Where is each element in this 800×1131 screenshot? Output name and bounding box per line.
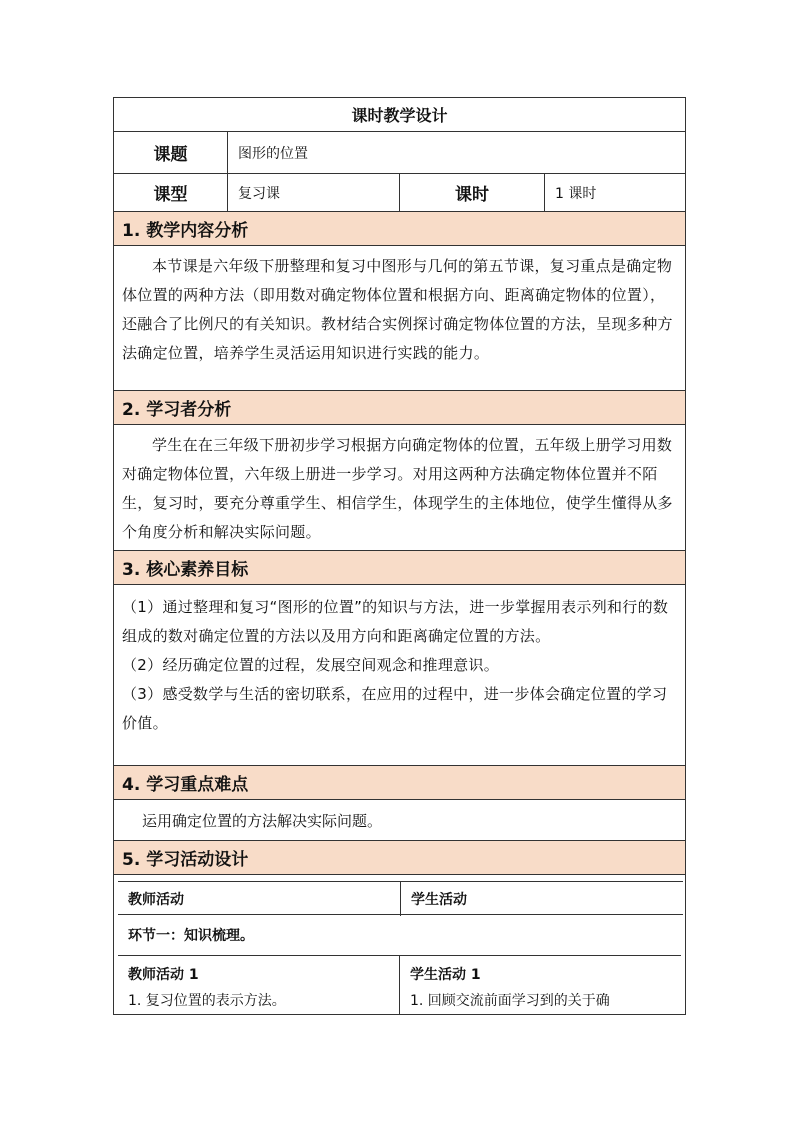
type-row — [114, 174, 685, 212]
topic-row — [114, 132, 685, 174]
type-value: 复习课 — [228, 174, 400, 211]
section-4-body — [114, 800, 685, 841]
phase-1-title: 环节一：知识梳理。 — [128, 928, 254, 944]
learner-analysis-text: 学生在在三年级下册初步学习根据方向确定物体的位置，五年级上册学习用数对确定物体位置，六年级上册进一步学习。对用这两种方法确定物体位置并不陌生，复习时，要充分尊重学生、相信学生，体现学生的主体地位，使学生懂得从多个角度分析和解决实际问题。 — [122, 436, 673, 541]
title-row — [114, 98, 685, 132]
lesson-plan-table — [113, 97, 686, 1015]
section-1-body — [114, 246, 685, 391]
activity-1-row — [118, 956, 681, 1014]
teacher-activity-header: 教师活动 — [118, 882, 401, 916]
section-3-header — [114, 551, 685, 585]
goals-title: 3. 核心素养目标 — [114, 551, 685, 584]
activities-title: 5. 学习活动设计 — [114, 841, 685, 874]
goal-item-2: （2）经历确定位置的过程，发展空间观念和推理意识。 — [122, 656, 500, 674]
key-points-text: 运用确定位置的方法解决实际问题。 — [142, 811, 383, 830]
section-2-header — [114, 391, 685, 425]
document-title: 课时教学设计 — [351, 106, 448, 125]
student-activity-1-text: 1. 回顾交流前面学习到的关于确 — [410, 993, 610, 1009]
goals-list — [114, 585, 685, 765]
activities-header-row — [114, 875, 685, 915]
topic-value: 图形的位置 — [238, 145, 308, 162]
key-points-title: 4. 学习重点难点 — [114, 766, 685, 799]
student-activity-1 — [400, 956, 681, 1014]
topic-label: 课题 — [114, 132, 228, 173]
section-1-header — [114, 212, 685, 246]
section-2-body — [114, 425, 685, 551]
student-activity-header: 学生活动 — [411, 892, 467, 908]
type-label: 课型 — [114, 174, 228, 211]
section-5-header — [114, 841, 685, 875]
hours-value: 1 课时 — [555, 185, 597, 202]
learner-analysis-title: 2. 学习者分析 — [114, 391, 685, 424]
section-4-header — [114, 766, 685, 800]
phase-row — [118, 915, 681, 956]
content-analysis-text: 本节课是六年级下册整理和复习中图形与几何的第五节课，复习重点是确定物体位置的两种方法（即用数对确定物体位置和根据方向、距离确定物体的位置），还融合了比例尺的有关知识。教材结合实例探讨确定物体位置的方法，呈现多种方法确定位置，培养学生灵活运用知识进行实践的能力。 — [122, 257, 673, 362]
student-activity-1-title: 学生活动 1 — [410, 967, 481, 983]
hours-label: 课时 — [400, 174, 545, 211]
teacher-activity-1-title: 教师活动 1 — [128, 967, 199, 983]
content-analysis-title: 1. 教学内容分析 — [114, 212, 685, 245]
goal-item-3: （3）感受数学与生活的密切联系，在应用的过程中，进一步体会确定位置的学习价值。 — [122, 685, 668, 732]
teacher-activity-1-text: 1. 复习位置的表示方法。 — [128, 993, 286, 1009]
section-3-body — [114, 585, 685, 766]
teacher-activity-1 — [118, 956, 400, 1014]
goal-item-1: （1）通过整理和复习“图形的位置”的知识与方法，进一步掌握用表示列和行的数组成的数对确定位置的方法以及用方向和距离确定位置的方法。 — [122, 598, 669, 645]
